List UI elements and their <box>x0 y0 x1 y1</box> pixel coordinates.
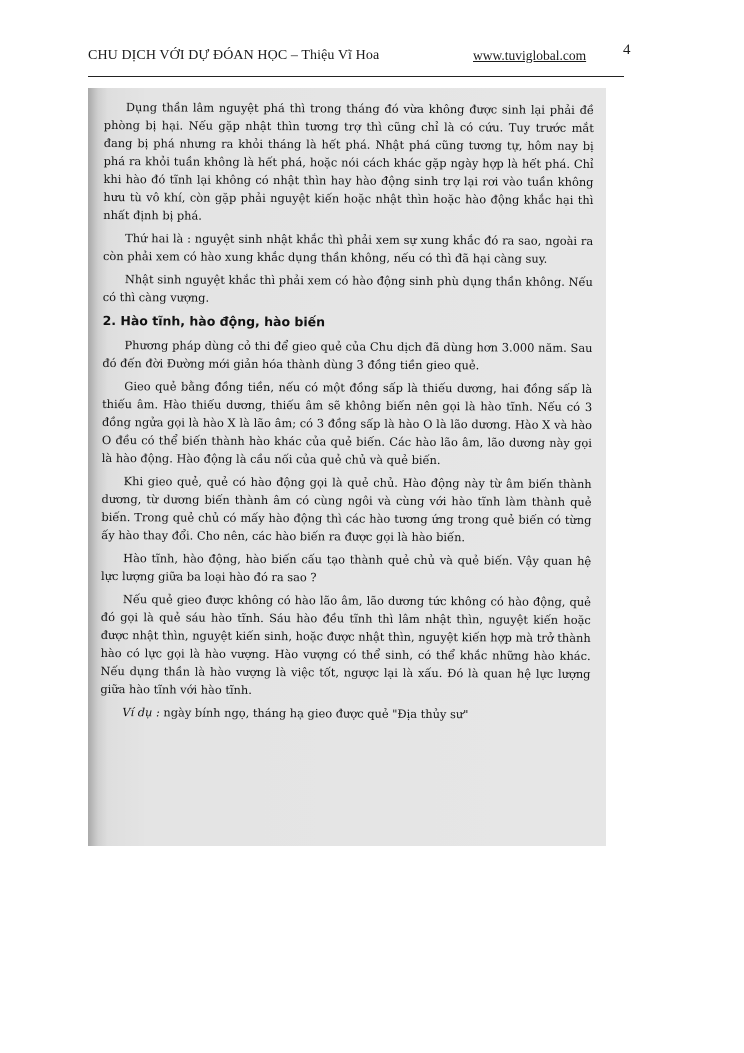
website-link[interactable]: www.tuviglobal.com <box>473 48 587 63</box>
paragraph: Hào tĩnh, hào động, hào biến cấu tạo thành quẻ chủ và quẻ biến. Vậy quan hệ lực lượng giữa ba loại hào đó ra sao ? <box>101 551 592 585</box>
page-header <box>88 40 631 77</box>
paragraph: Gieo quẻ bằng đồng tiền, nếu có một đồng sấp là thiếu dương, hai đồng sấp là thiếu âm. Hào thiếu dương, thiếu âm sẽ không biến nên gọi là hào tĩnh. Nếu có 3 đồng ngửa gọi là hào X là lão âm; có 3 đồng sấp là hào O là lão dương. Hào X và hào O đều có thể biến thành hào khác của quẻ biến. Các hào lão âm, lão dương này gọi là hào động. Hào động là cầu nối của quẻ chủ và quẻ biến. <box>101 379 593 468</box>
paragraph: Khi gieo quẻ, quẻ có hào động gọi là quẻ chủ. Hào động này từ âm biến thành dương, từ dương biến thành âm có cùng ngôi và cùng với hào tĩnh làm thành quẻ biến. Trong quẻ chủ có mấy hào động thì các hào tương ứng trong quẻ biến có từng ấy hào thay đổi. Cho nên, các hào biến ra được gọi là hào biến. <box>101 474 592 545</box>
example-line <box>100 703 590 724</box>
paragraph: Nhật sinh nguyệt khắc thì phải xem có hào động sinh phù dụng thần không. Nếu có thì càng vượng. <box>102 272 593 305</box>
example-text: ngày bính ngọ, tháng hạ gieo được quẻ "Địa thủy sư" <box>163 705 469 722</box>
paragraph: Dụng thần lâm nguyệt phá thì trong tháng đó vừa không được sinh lại phải đề phòng bị hại. Nếu gặp nhật thìn tương trợ thì cũng chỉ là có cứu. Tuy trước mắt đang bị phá nhưng ra khỏi tháng là hết phá. Nhật phá cũng tương tự, hôm nay bị phá ra khỏi tuần không là hết phá, hoặc nói cách khác gặp ngày hợp là hết phá. Chỉ khi hào đó tĩnh lại không có nhật thìn hay hào động sinh trợ lại rơi vào tuần không hưu tù vô khí, còn gặp phải nguyệt kiến hoặc nhật thìn hoặc hào động khắc hại thì nhất định bị phá. <box>103 100 594 223</box>
paragraph: Nếu quẻ gieo được không có hào lão âm, lão dương tức không có hào động, quẻ đó gọi là quẻ sáu hào tĩnh. Sáu hào đều tĩnh thì lâm nhật thìn, nguyệt kiến hoặc được nhật thìn, nguyệt kiến sinh, hoặc được nhật thìn, nguyệt kiến hợp mà trở thành hào có lực gọi là hào vượng. Hào vượng có thể sinh, có thể khắc những hào khác. Nếu dụng thần là hào vượng là việc tốt, ngược lại là xấu. Đó là quan hệ lực lượng giữa hào tĩnh với hào tĩnh. <box>100 592 591 697</box>
paragraph: Thứ hai là : nguyệt sinh nhật khắc thì phải xem sự xung khắc đó ra sao, ngoài ra còn phải xem có hào xung khắc dụng thần không, nếu có thì đã hại càng suy. <box>102 231 594 266</box>
scanned-text <box>100 98 594 724</box>
paragraph: Phương pháp dùng cỏ thi để gieo quẻ của Chu dịch đã dùng hơn 3.000 năm. Sau đó đến đời Đường mới giản hóa thành dùng 3 đồng tiền gieo quẻ. <box>102 338 593 373</box>
page-number: 4 <box>623 42 631 58</box>
example-label: Ví dụ : <box>122 705 160 720</box>
scanned-page-image <box>88 88 606 846</box>
book-title: CHU DỊCH VỚI DỰ ĐÓAN HỌC – Thiệu Vĩ Hoa <box>88 48 380 63</box>
section-heading: 2. Hào tĩnh, hào động, hào biến <box>102 312 326 330</box>
